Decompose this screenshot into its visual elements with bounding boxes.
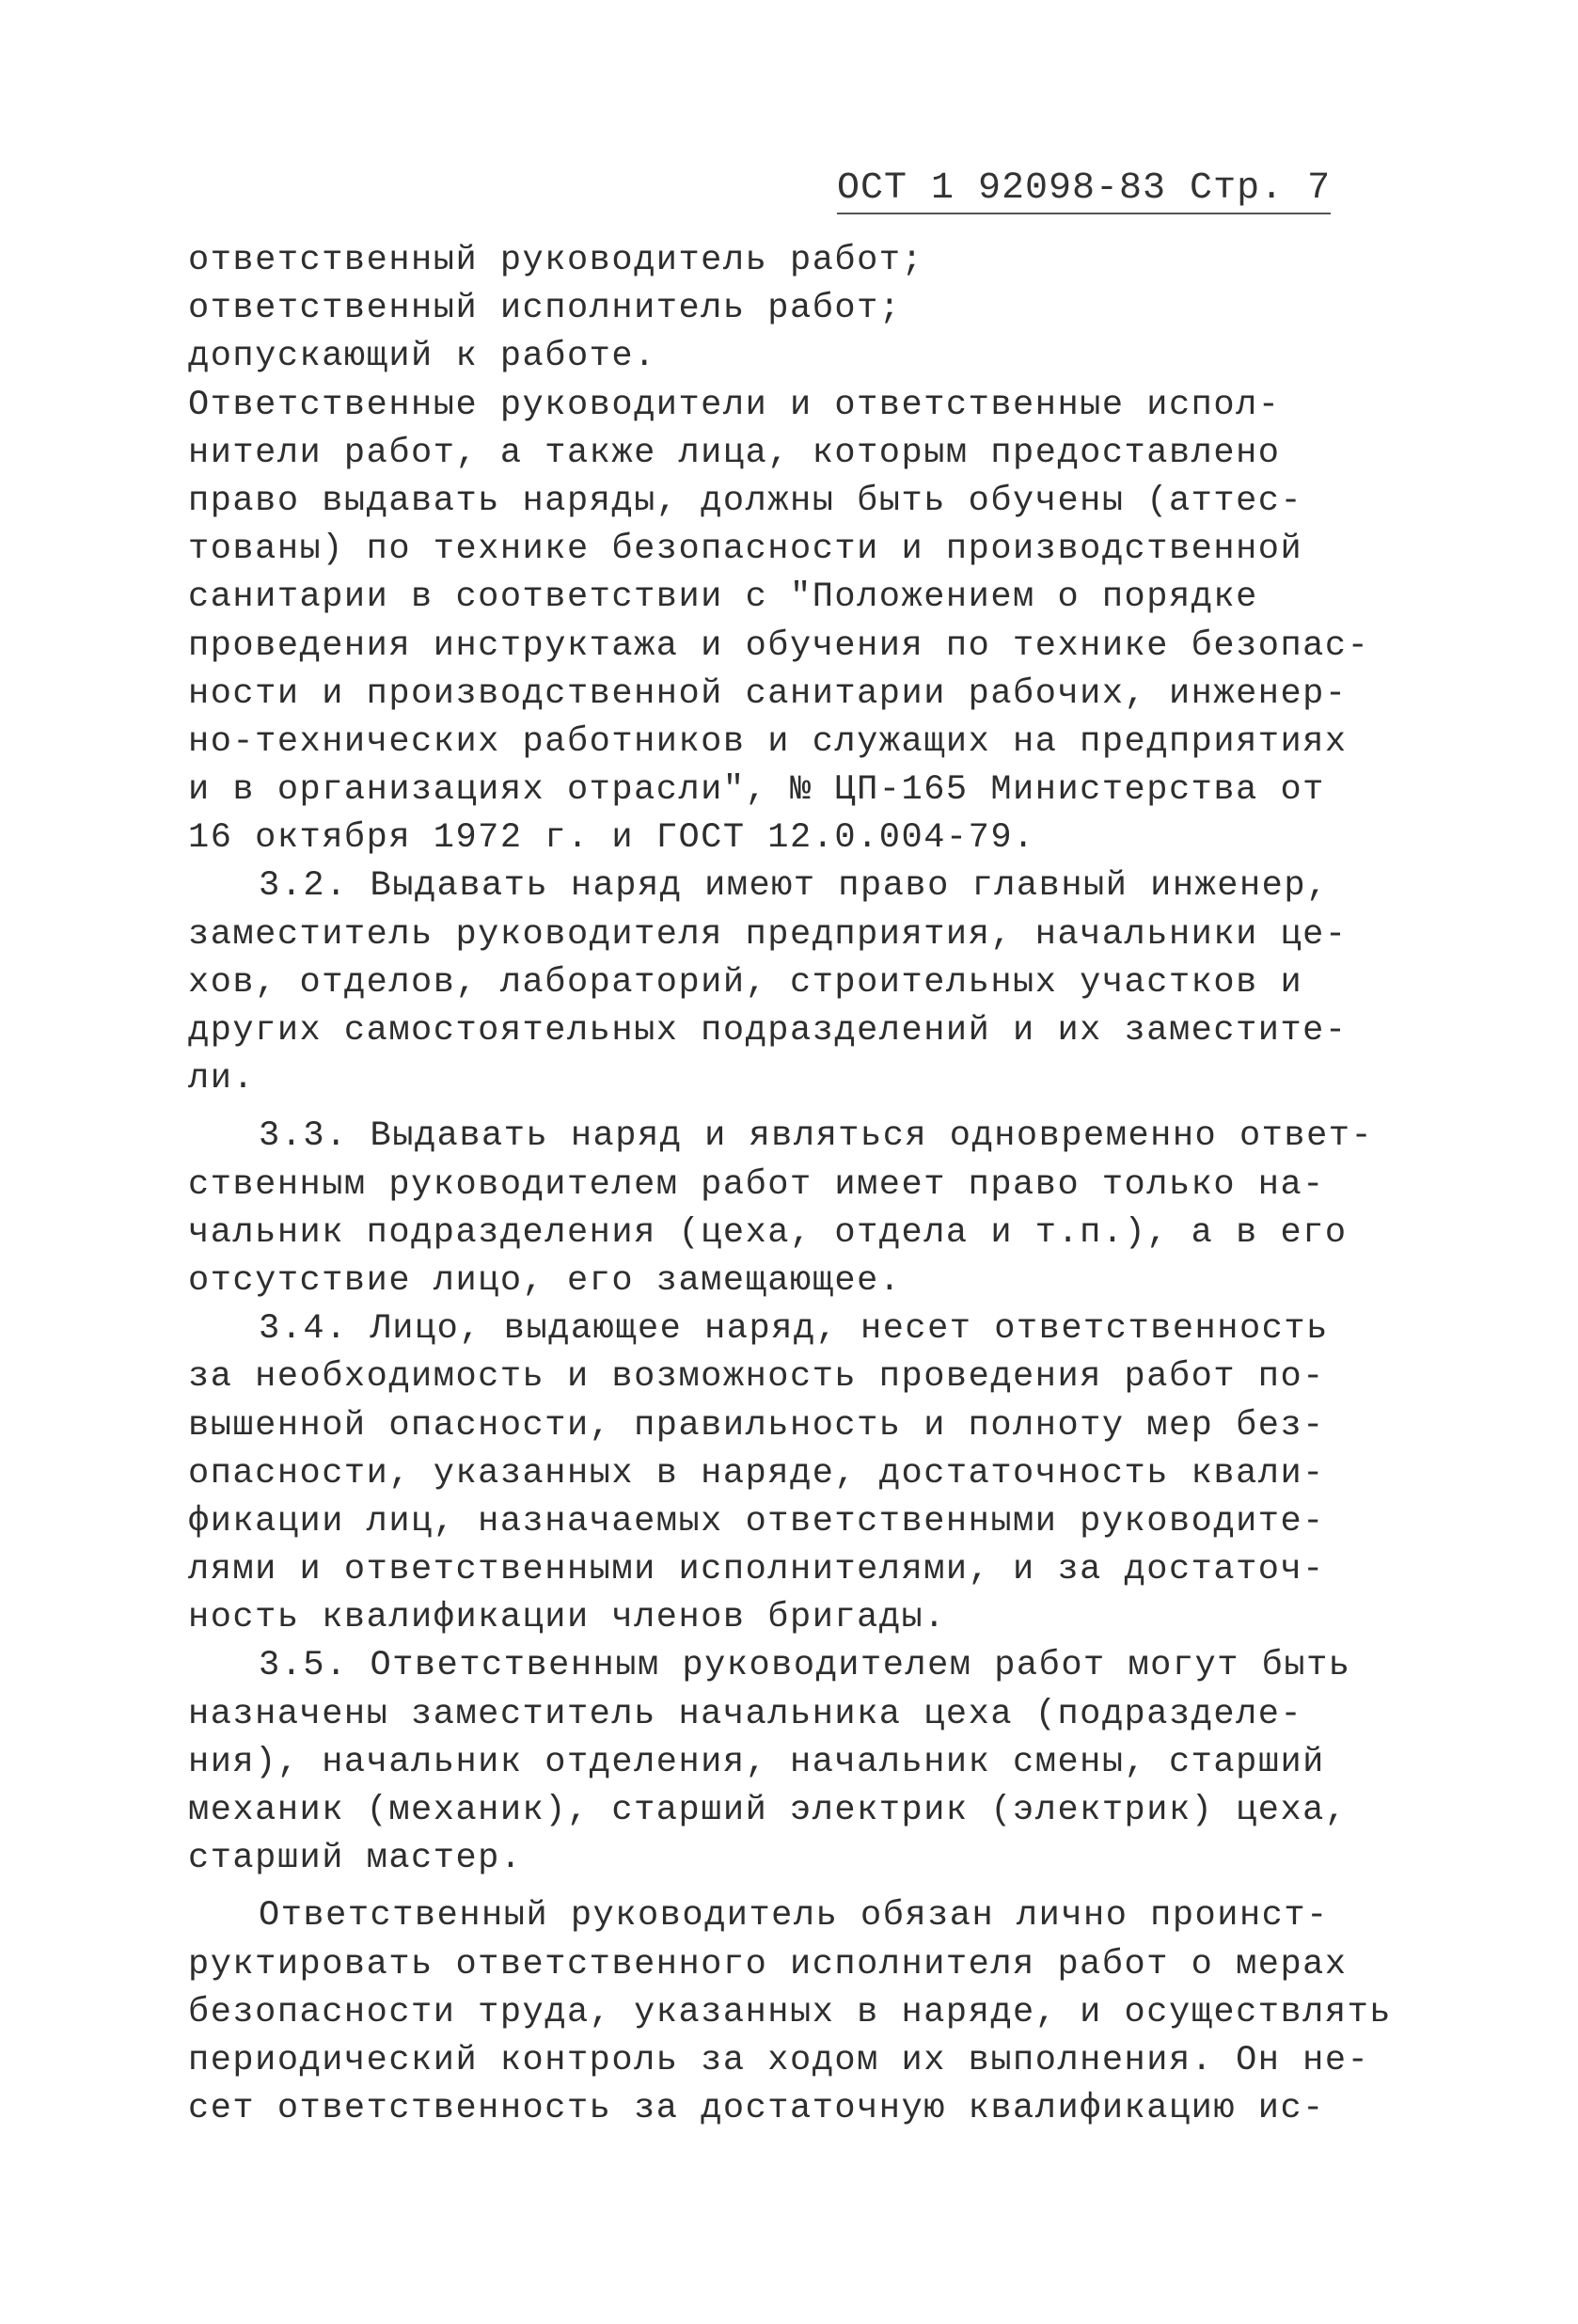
paragraph-gap bbox=[188, 1883, 1411, 1892]
text-line: лями и ответственными исполнителями, и за достаточ- bbox=[188, 1550, 1325, 1590]
text-line: старший мастер. bbox=[188, 1839, 523, 1879]
text-line: и в организациях отрасли", № ЦП-165 Министерства от bbox=[188, 770, 1325, 811]
text-line: ность квалификации членов бригады. bbox=[188, 1598, 946, 1638]
text-line: периодический контроль за ходом их выполнения. Он не- bbox=[188, 2040, 1370, 2080]
clause-3-5-first-line: 3.5. Ответственным руководителем работ могут быть bbox=[259, 1646, 1351, 1686]
document-body bbox=[188, 237, 1411, 2133]
page-header: ОСТ 1 92098-83 Стр. 7 bbox=[837, 167, 1331, 214]
text-line: руктировать ответственного исполнителя работ о мерах bbox=[188, 1944, 1348, 1984]
text-line: назначены заместитель начальника цеха (подразделе- bbox=[188, 1694, 1303, 1734]
text-line: ли. bbox=[188, 1059, 256, 1099]
text-line: допускающий к работе. bbox=[188, 337, 656, 377]
text-line: отсутствие лицо, его замещающее. bbox=[188, 1260, 902, 1301]
text-line: чальник подразделения (цеха, отдела и т.п.), а в его bbox=[188, 1212, 1348, 1253]
clause-3-2-first-line: 3.2. Выдавать наряд имеют право главный инженер, bbox=[259, 866, 1329, 907]
text-line: нители работ, а также лица, которым предоставлено bbox=[188, 433, 1281, 473]
text-line: ственным руководителем работ имеет право только на- bbox=[188, 1164, 1325, 1205]
text-line: но-технических работников и служащих на предприятиях bbox=[188, 721, 1348, 762]
clause-3-4-first-line: 3.4. Лицо, выдающее наряд, несет ответственность bbox=[259, 1309, 1329, 1350]
text-line: проведения инструктажа и обучения по технике безопас- bbox=[188, 625, 1370, 666]
text-line: тованы) по технике безопасности и производственной bbox=[188, 530, 1303, 570]
paragraph-first-line: Ответственные руководители и ответственные испол- bbox=[188, 385, 1281, 425]
text-line: за необходимость и возможность проведения работ по- bbox=[188, 1357, 1325, 1398]
text-line: фикации лиц, назначаемых ответственными руководите- bbox=[188, 1501, 1325, 1541]
text-line: санитарии в соответствии с "Положением о порядке bbox=[188, 577, 1258, 618]
text-line: других самостоятельных подразделений и их заместите- bbox=[188, 1011, 1348, 1051]
text-line: безопасности труда, указанных в наряде, и осуществлять bbox=[188, 1992, 1392, 2032]
text-line: вышенной опасности, правильность и полноту мер без- bbox=[188, 1405, 1325, 1446]
paragraph-gap bbox=[188, 1103, 1411, 1113]
text-line: хов, отделов, лабораторий, строительных участков и bbox=[188, 962, 1303, 1003]
text-line: ности и производственной санитарии рабочих, инженер- bbox=[188, 673, 1348, 714]
text-line: опасности, указанных в наряде, достаточность квали- bbox=[188, 1453, 1325, 1494]
text-line: механик (механик), старший электрик (электрик) цеха, bbox=[188, 1791, 1348, 1830]
text-line: право выдавать наряды, должны быть обучены (аттес- bbox=[188, 481, 1303, 521]
text-line: ответственный руководитель работ; bbox=[188, 241, 924, 280]
clause-3-3-first-line: 3.3. Выдавать наряд и являться одновременно ответ- bbox=[259, 1116, 1374, 1157]
text-line: 16 октября 1972 г. и ГОСТ 12.0.004-79. bbox=[188, 818, 1035, 859]
text-line: заместитель руководителя предприятия, начальники це- bbox=[188, 914, 1348, 955]
paragraph-first-line: Ответственный руководитель обязан лично проинст- bbox=[259, 1896, 1329, 1937]
text-line: сет ответственность за достаточную квалификацию ис- bbox=[188, 2089, 1325, 2129]
text-line: ответственный исполнитель работ; bbox=[188, 289, 902, 329]
text-line: ния), начальник отделения, начальник смены, старший bbox=[188, 1742, 1325, 1782]
